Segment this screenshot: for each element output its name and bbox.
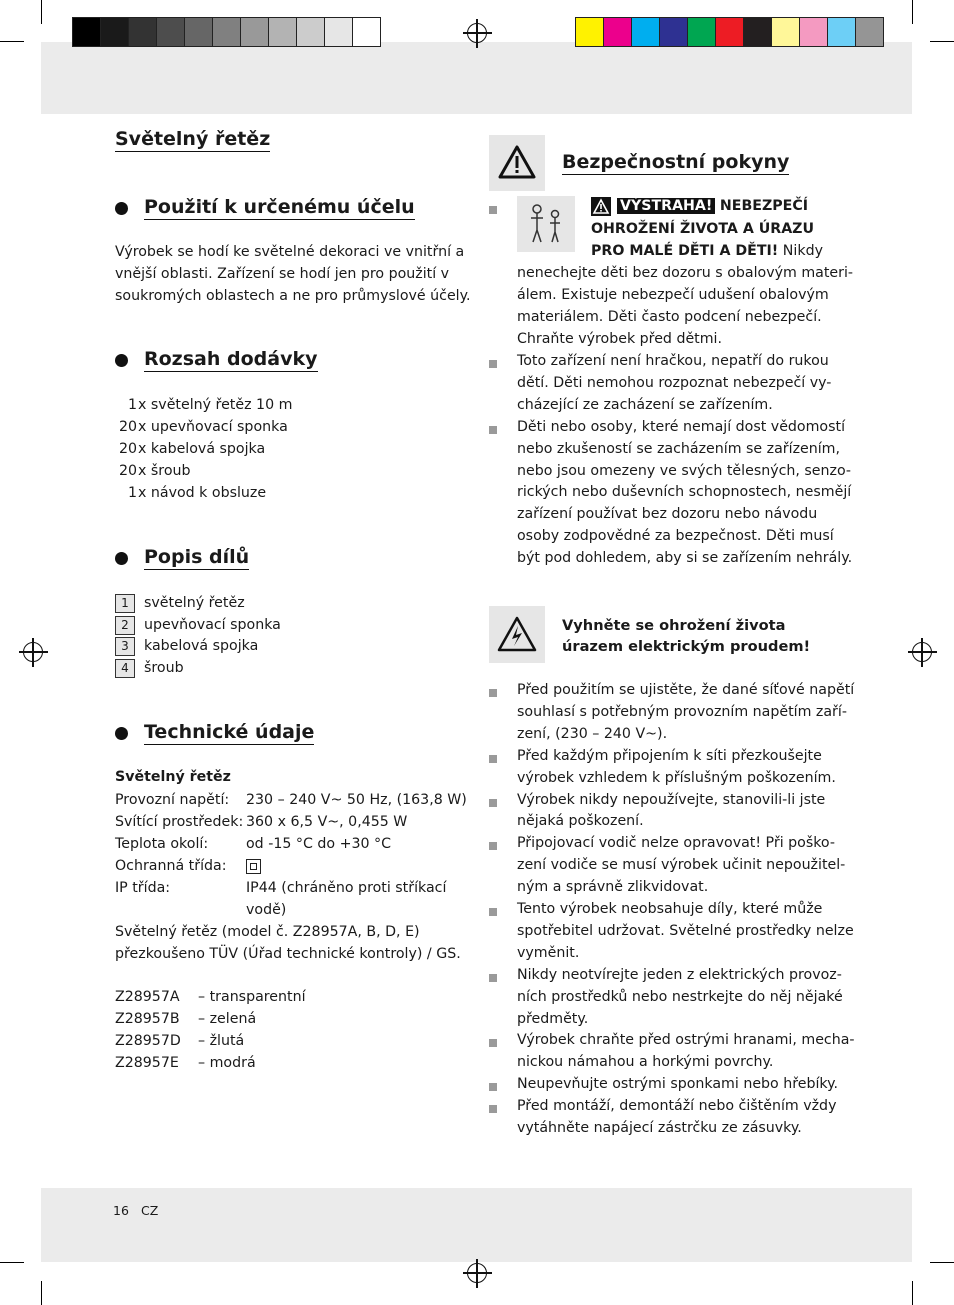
color-swatch [687, 17, 716, 47]
electric-heading-line: Vyhněte se ohrožení života [562, 617, 786, 634]
section-usage-heading [115, 196, 415, 220]
bullet-square-icon [489, 360, 497, 368]
warning-text-line: nenechejte děti bez dozoru s obalovým materi- [517, 265, 854, 281]
bullet-text-line: nebo jsou omezeny ve svých tělesných, senzo- [517, 462, 852, 479]
bullet-text-line: dětí. Děti nemohou rozpoznat nebezpečí vy- [517, 374, 832, 391]
tech-key: Ochranná třída: [115, 858, 227, 874]
registration-mark-top [467, 23, 487, 43]
warning-label: VÝSTRAHA! [617, 198, 715, 214]
part-number-box: 1 [115, 594, 135, 613]
warning-line-1 [617, 198, 808, 214]
crop-mark [0, 1262, 24, 1263]
bullet-square-icon [489, 206, 497, 214]
small-warning-icon [591, 197, 611, 216]
section-title: Technické údaje [144, 721, 315, 743]
gray-swatch [156, 17, 185, 47]
bullet-text-line: Toto zařízení není hračkou, nepatří do rukou [517, 353, 829, 369]
tech-key: Teplota okolí: [115, 836, 209, 852]
part-label: kabelová spojka [144, 638, 259, 655]
bullet-text-line: souhlasí s potřebným provozním napětím zaří- [517, 703, 847, 720]
delivery-qty: 1 [127, 397, 137, 413]
electric-shock-warning-icon [489, 606, 545, 663]
language-code: CZ [141, 1203, 159, 1218]
color-swatch [743, 17, 772, 47]
bullet-text-line: ních prostředků nebo nestrkejte do něj nějaké [517, 988, 843, 1005]
part-number-box: 3 [115, 637, 135, 656]
bullet-text-line: Tento výrobek neobsahuje díly, které může [517, 901, 823, 917]
page-number: 16 [113, 1203, 129, 1218]
crop-mark [930, 1262, 954, 1263]
bullet-text-line: zení vodiče se musí výrobek učinit nepoužitel- [517, 857, 846, 874]
bullet-square-icon [489, 1105, 497, 1113]
bullet-square-icon [489, 755, 497, 763]
bullet-square-icon [489, 1083, 497, 1091]
warning-tail-text: Nikdy [782, 243, 823, 259]
bullet-text-line: Nikdy neotvírejte jeden z elektrických provoz- [517, 966, 842, 983]
part-number-box: 4 [115, 659, 135, 678]
section-parts-heading [115, 546, 249, 570]
bullet-square-icon [489, 799, 497, 807]
delivery-item: x světelný řetěz 10 m [138, 397, 293, 413]
delivery-item: x šroub [138, 463, 191, 479]
bullet-text-line: Výrobek nikdy nepoužívejte, stanovili-li jste [517, 791, 826, 808]
bullet-square-icon [489, 689, 497, 697]
bullet-text-line: Připojovací vodič nelze opravovat! Při poško- [517, 835, 835, 852]
safety-heading: Bezpečnostní pokyny [562, 151, 790, 173]
tech-ip-cont: vodě) [246, 902, 287, 918]
bullet-text-line: cházející ze zacházení se zařízením. [517, 396, 773, 413]
color-swatch [603, 17, 632, 47]
tech-key: Provozní napětí: [115, 792, 230, 808]
color-swatch [575, 17, 604, 47]
warning-bold-line: OHROŽENÍ ŽIVOTA A ÚRAZU [591, 221, 814, 237]
gray-swatch [212, 17, 241, 47]
section-tech-heading [115, 721, 314, 745]
crop-mark [41, 1281, 42, 1305]
warning-text-line: materiálem. Děti často podcení nebezpečí. [517, 309, 822, 325]
warning-icon [489, 135, 545, 191]
process-color-bar [575, 17, 883, 47]
model-code: Z28957D [115, 1033, 181, 1049]
gray-swatch [324, 17, 353, 47]
model-desc: – žlutá [198, 1033, 245, 1049]
color-swatch [659, 17, 688, 47]
bullet-text-line: zařízení používat bez dozoru nebo návodu [517, 506, 818, 523]
tech-note-line: přezkoušeno TÜV (Úřad technické kontroly) / GS. [115, 946, 461, 962]
tech-note-line: Světelný řetěz (model č. Z28957A, B, D, E) [115, 924, 420, 940]
gray-swatch [72, 17, 101, 47]
warning-text-line: Chraňte výrobek před dětmi. [517, 331, 723, 347]
part-row [115, 659, 184, 678]
gray-color-bar [72, 17, 380, 47]
part-row [115, 616, 281, 635]
page-title: Světelný řetěz [115, 128, 271, 150]
registration-mark-left [23, 642, 43, 662]
section-title: Použití k určenému účelu [144, 196, 415, 218]
bullet-dot-icon [115, 354, 128, 367]
color-swatch [715, 17, 744, 47]
bullet-text-line: vytáhněte napájecí zástrčku ze zásuvky. [517, 1120, 802, 1136]
bullet-text-line: zení, (230 – 240 V~). [517, 725, 668, 742]
gray-swatch [240, 17, 269, 47]
color-swatch [855, 17, 884, 47]
model-desc: – modrá [198, 1055, 256, 1071]
gray-swatch [296, 17, 325, 47]
bullet-text-line: osoby zodpovědné za bezpečnost. Děti musí [517, 528, 834, 545]
bullet-text-line: Před každým připojením k síti přezkoušejte [517, 747, 822, 764]
model-code: Z28957B [115, 1011, 180, 1027]
section-title: Rozsah dodávky [144, 348, 318, 370]
bullet-text-line: ným a správně zlikvidovat. [517, 879, 709, 896]
part-row [115, 594, 245, 613]
bullet-text-line: být pod dohledem, aby si se zařízením nehrály. [517, 550, 853, 567]
bullet-square-icon [489, 842, 497, 850]
bullet-square-icon [489, 426, 497, 434]
bullet-dot-icon [115, 202, 128, 215]
tech-value: 230 – 240 V~ 50 Hz, (163,8 W) [246, 792, 467, 808]
bullet-text-line: Děti nebo osoby, které nemají dost vědomostí [517, 418, 846, 435]
warning-line-3 [591, 243, 823, 259]
bullet-text-line: spotřebitel udržovat. Světelné prostředky nelze [517, 922, 854, 939]
delivery-item: x kabelová spojka [138, 441, 266, 457]
bullet-text-line: výrobek vzhledem k příslušným poškozením. [517, 769, 836, 786]
crop-mark [930, 41, 954, 42]
delivery-qty: 20 [118, 419, 137, 435]
gray-swatch [100, 17, 129, 47]
tech-value: IP44 (chráněno proti stříkací [246, 880, 447, 896]
color-swatch [799, 17, 828, 47]
color-swatch [771, 17, 800, 47]
delivery-qty: 1 [127, 485, 137, 501]
usage-text-line: vnější oblasti. Zařízení se hodí jen pro použití v [115, 266, 450, 282]
registration-mark-right [912, 642, 932, 662]
bullet-text-line: nickou námahou a horkými povrchy. [517, 1054, 774, 1071]
model-desc: – transparentní [198, 989, 306, 1005]
usage-text-line: soukromých oblastech a ne pro průmyslové účely. [115, 288, 471, 304]
gray-swatch [352, 17, 381, 47]
part-label: světelný řetěz [144, 595, 245, 611]
tech-value: 360 x 6,5 V~, 0,455 W [246, 814, 408, 830]
bullet-square-icon [489, 1039, 497, 1047]
part-row [115, 637, 258, 656]
part-label: upevňovací sponka [144, 616, 281, 633]
bullet-dot-icon [115, 727, 128, 740]
bullet-dot-icon [115, 552, 128, 565]
bullet-text-line: nějaká poškození. [517, 813, 644, 830]
section-delivery-heading [115, 348, 318, 372]
model-code: Z28957E [115, 1055, 179, 1071]
crop-mark [912, 0, 913, 24]
bullet-text-line: předměty. [517, 1010, 589, 1027]
crop-mark [912, 1281, 913, 1305]
header-band [41, 42, 912, 114]
tech-subheading: Světelný řetěz [115, 769, 231, 785]
color-swatch [631, 17, 660, 47]
model-code: Z28957A [115, 989, 180, 1005]
bullet-text-line: rických nebo duševních schopnostech, nesmějí [517, 484, 852, 501]
model-desc: – zelená [198, 1011, 257, 1027]
bullet-square-icon [489, 908, 497, 916]
bullet-text-line: nebo zkušeností se zacházením se zařízením, [517, 440, 841, 457]
bullet-text-line: Výrobek chraňte před ostrými hranami, mecha- [517, 1032, 855, 1049]
tech-key: IP třída: [115, 880, 171, 896]
delivery-item: x upevňovací sponka [138, 419, 288, 435]
child-warning-icon [517, 196, 575, 252]
bullet-text-line: vyměnit. [517, 944, 580, 961]
crop-mark [41, 0, 42, 24]
gray-swatch [128, 17, 157, 47]
delivery-qty: 20 [118, 441, 137, 457]
delivery-item: x návod k obsluze [138, 485, 267, 501]
usage-text-line: Výrobek se hodí ke světelné dekoraci ve vnitřní a [115, 244, 465, 260]
bullet-square-icon [489, 974, 497, 982]
gray-swatch [184, 17, 213, 47]
crop-mark [0, 41, 24, 42]
warning-bold-text: PRO MALÉ DĚTI A DĚTI! [591, 243, 779, 259]
bullet-text-line: Před použitím se ujistěte, že dané síťové napětí [517, 682, 855, 698]
part-label: šroub [144, 660, 184, 677]
electric-heading-line: úrazem elektrickým proudem! [562, 638, 811, 655]
gray-swatch [268, 17, 297, 47]
color-swatch [827, 17, 856, 47]
delivery-qty: 20 [118, 463, 137, 479]
warning-text-line: álem. Existuje nebezpečí udušení obalovým [517, 287, 829, 303]
part-number-box: 2 [115, 616, 135, 635]
warning-bold-text: NEBEZPEČÍ [719, 198, 809, 214]
bullet-text-line: Neupevňujte ostrými sponkami nebo hřebíky. [517, 1076, 839, 1093]
footer-band [41, 1188, 912, 1262]
protection-class-icon [246, 859, 261, 874]
tech-value: od -15 °C do +30 °C [246, 836, 392, 852]
tech-key: Svítící prostředek: [115, 814, 244, 830]
bullet-text-line: Před montáží, demontáží nebo čištěním vždy [517, 1098, 837, 1115]
registration-mark-bottom [467, 1263, 487, 1283]
section-title: Popis dílů [144, 546, 250, 568]
